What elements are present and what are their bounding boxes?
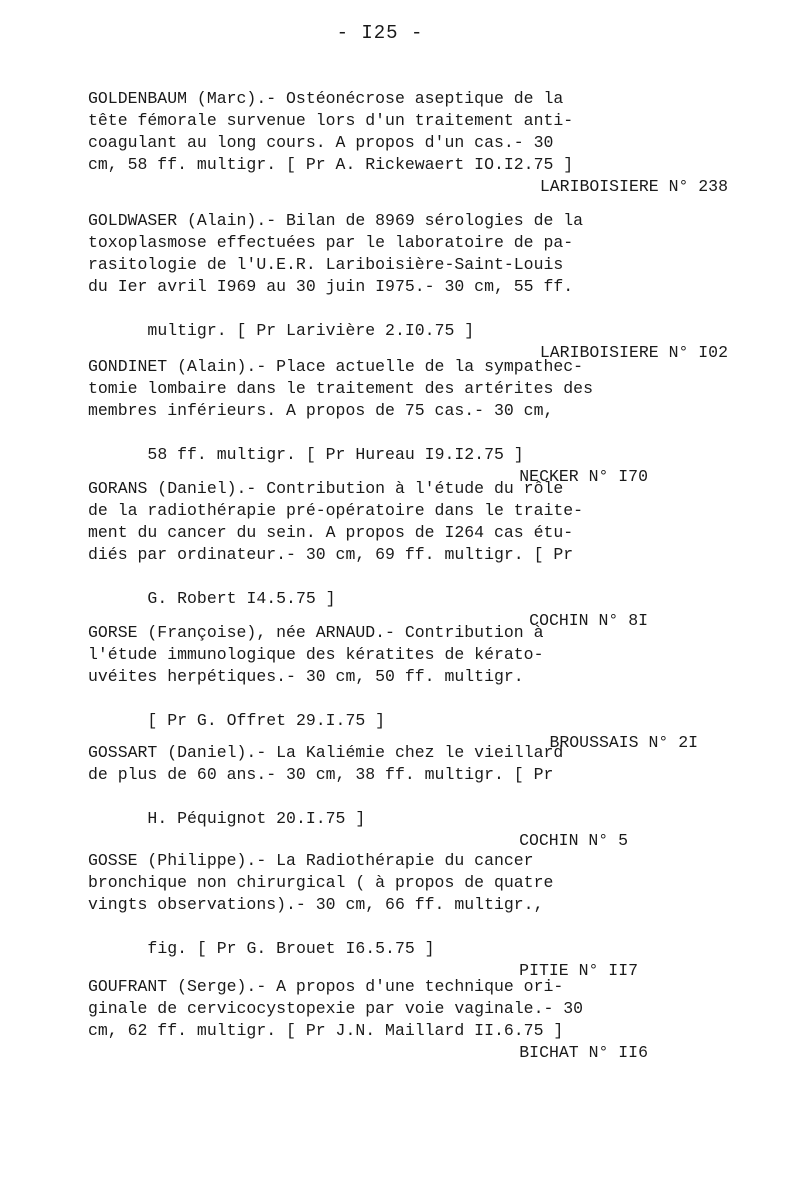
thesis-entry: [88, 88, 728, 198]
entry-line: 58 ff. multigr. [ Pr Hureau I9.I2.75 ]: [147, 445, 524, 464]
shelf-mark: COCHIN N° 5: [519, 831, 628, 850]
entry-line: fig. [ Pr G. Brouet I6.5.75 ]: [147, 939, 435, 958]
entry-line: GORANS (Daniel).- Contribution à l'étude du rôle: [88, 479, 564, 498]
entry-line: cm, 58 ff. multigr. [ Pr A. Rickewaert IO.I2.75 ]: [88, 155, 574, 174]
entry-line: cm, 62 ff. multigr. [ Pr J.N. Maillard II.6.75 ]: [88, 1021, 564, 1040]
entry-line: uvéites herpétiques.- 30 cm, 50 ff. multigr.: [88, 667, 524, 686]
entry-line: G. Robert I4.5.75 ]: [147, 589, 336, 608]
entry-line: du Ier avril I969 au 30 juin I975.- 30 cm, 55 ff.: [88, 277, 574, 296]
entry-line: rasitologie de l'U.E.R. Lariboisière-Saint-Louis: [88, 255, 564, 274]
entry-line: tomie lombaire dans le traitement des artérites des: [88, 379, 593, 398]
shelf-mark: COCHIN N° 8I: [529, 611, 648, 630]
entry-line: l'étude immunologique des kératites de kérato-: [88, 645, 544, 664]
shelf-mark: LARIBOISIERE N° I02: [539, 343, 728, 362]
entry-line: multigr. [ Pr Larivière 2.I0.75 ]: [147, 321, 475, 340]
entry-line: ment du cancer du sein. A propos de I264 cas étu-: [88, 523, 574, 542]
page-number: - I25 -: [336, 22, 424, 44]
thesis-entry: [88, 976, 728, 1064]
entry-line: [ Pr G. Offret 29.I.75 ]: [147, 711, 386, 730]
entry-line: toxoplasmose effectuées par le laboratoire de pa-: [88, 233, 574, 252]
entry-line: H. Péquignot 20.I.75 ]: [147, 809, 366, 828]
entry-line: GOSSART (Daniel).- La Kaliémie chez le vieillard: [88, 743, 564, 762]
shelf-mark: PITIE N° II7: [519, 961, 638, 980]
entry-line: bronchique non chirurgical ( à propos de quatre: [88, 873, 554, 892]
entry-line: GOLDWASER (Alain).- Bilan de 8969 sérologies de la: [88, 211, 584, 230]
shelf-mark: BICHAT N° II6: [519, 1043, 648, 1062]
entry-line: GOSSE (Philippe).- La Radiothérapie du cancer: [88, 851, 534, 870]
entry-line: GONDINET (Alain).- Place actuelle de la sympathec-: [88, 357, 584, 376]
entry-line: GOLDENBAUM (Marc).- Ostéonécrose aseptique de la: [88, 89, 564, 108]
entry-line: diés par ordinateur.- 30 cm, 69 ff. multigr. [ Pr: [88, 545, 574, 564]
entry-line: ginale de cervicocystopexie par voie vaginale.- 30: [88, 999, 584, 1018]
shelf-mark: BROUSSAIS N° 2I: [549, 733, 698, 752]
entry-line: de la radiothérapie pré-opératoire dans le traite-: [88, 501, 584, 520]
entry-line: GORSE (Françoise), née ARNAUD.- Contribution à: [88, 623, 544, 642]
shelf-mark: LARIBOISIERE N° 238: [539, 177, 728, 196]
entry-line: vingts observations).- 30 cm, 66 ff. multigr.,: [88, 895, 544, 914]
entry-line: coagulant au long cours. A propos d'un cas.- 30: [88, 133, 554, 152]
entry-line: tête fémorale survenue lors d'un traitement anti-: [88, 111, 574, 130]
entry-line: membres inférieurs. A propos de 75 cas.- 30 cm,: [88, 401, 554, 420]
entry-line: GOUFRANT (Serge).- A propos d'une technique ori-: [88, 977, 564, 996]
shelf-mark: NECKER N° I70: [519, 467, 648, 486]
entry-line: de plus de 60 ans.- 30 cm, 38 ff. multigr. [ Pr: [88, 765, 554, 784]
